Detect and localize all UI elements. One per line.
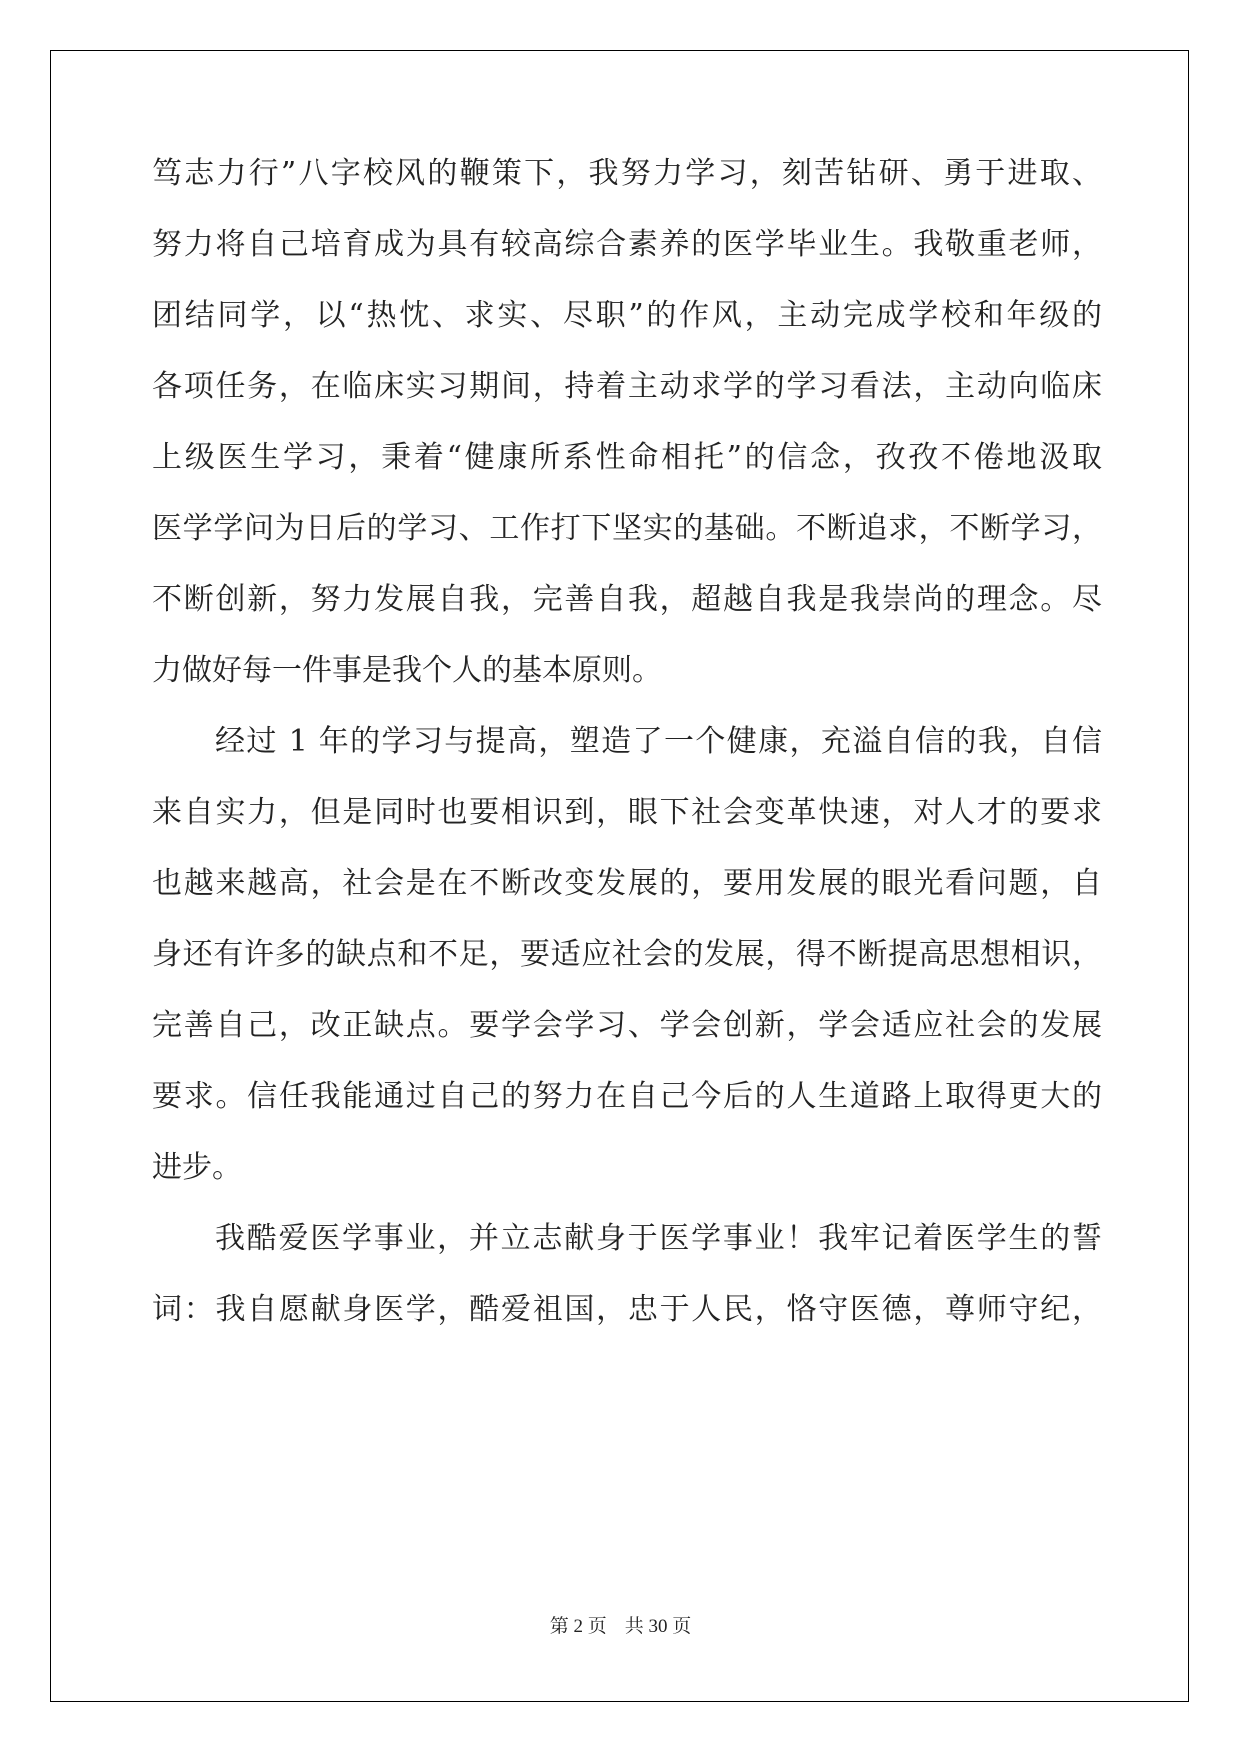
text-line: 经过 1 年的学习与提高，塑造了一个健康，充溢自信的我，自信: [215, 724, 1102, 759]
text-line: 我酷爱医学事业，并立志献身于医学事业！我牢记着医学生的誓: [215, 1221, 1102, 1256]
text-line: 进步。: [152, 1150, 242, 1185]
text-line: 要求。信任我能通过自己的努力在自己今后的人生道路上取得更大的: [152, 1079, 1102, 1114]
page-number: 第 2 页: [549, 1616, 607, 1637]
text-line: 笃志力行”八字校风的鞭策下，我努力学习，刻苦钻研、勇于进取、: [152, 156, 1102, 191]
text-line: 身还有许多的缺点和不足，要适应社会的发展，得不断提高思想相识，: [152, 937, 1102, 972]
text-line: 词：我自愿献身医学，酷爱祖国，忠于人民，恪守医德，尊师守纪，: [152, 1292, 1102, 1327]
text-line: 上级医生学习，秉着“健康所系性命相托”的信念，孜孜不倦地汲取: [152, 440, 1102, 475]
text-line: 医学学问为日后的学习、工作打下坚实的基础。不断追求，不断学习，: [152, 511, 1102, 546]
page-total: 共 30 页: [624, 1616, 692, 1637]
text-line: 团结同学，以“热忱、求实、尽职”的作风，主动完成学校和年级的: [152, 298, 1102, 333]
text-line: 力做好每一件事是我个人的基本原则。: [152, 653, 662, 688]
text-line: 各项任务，在临床实习期间，持着主动求学的学习看法，主动向临床: [152, 369, 1102, 404]
text-line: 完善自己，改正缺点。要学会学习、学会创新，学会适应社会的发展: [152, 1008, 1102, 1043]
text-line: 也越来越高，社会是在不断改变发展的，要用发展的眼光看问题，自: [152, 866, 1102, 901]
text-line: 不断创新，努力发展自我，完善自我，超越自我是我崇尚的理念。尽: [152, 582, 1102, 617]
text-line: 努力将自己培育成为具有较高综合素养的医学毕业生。我敬重老师，: [152, 227, 1102, 262]
page-footer: [0, 1615, 1241, 1639]
text-line: 来自实力，但是同时也要相识到，眼下社会变革快速，对人才的要求: [152, 795, 1102, 830]
